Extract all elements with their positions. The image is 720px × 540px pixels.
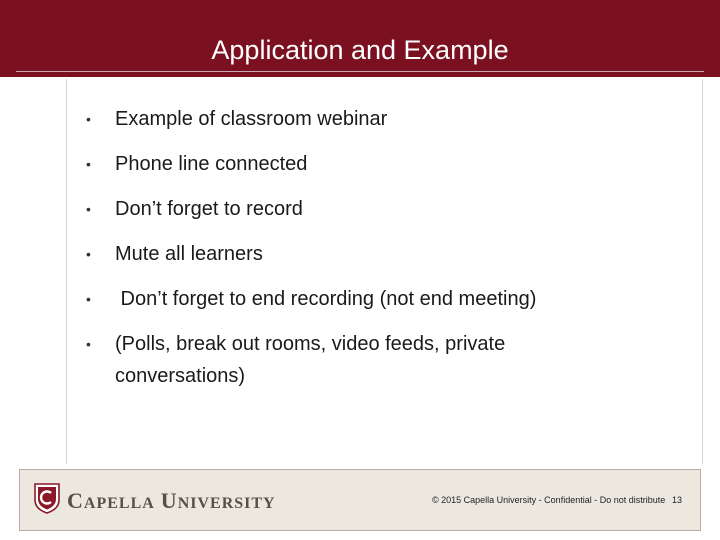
logo-initial: U bbox=[160, 488, 178, 513]
bullet-item-2 bbox=[86, 148, 686, 180]
logo-wordmark bbox=[67, 488, 276, 514]
bullet-text: Phone line connected bbox=[115, 153, 308, 175]
bullet-item-4 bbox=[86, 238, 686, 270]
bullet-item-3 bbox=[86, 193, 686, 225]
bullet-item-5 bbox=[86, 283, 686, 315]
logo-initial: C bbox=[67, 488, 84, 513]
bullet-dot-icon: • bbox=[86, 336, 91, 352]
bullet-item-1 bbox=[86, 103, 686, 135]
bullet-item-6 bbox=[86, 328, 555, 392]
logo-word-rest: APELLA bbox=[83, 495, 155, 512]
shield-logo-icon bbox=[34, 482, 60, 514]
bullet-text: Example of classroom webinar bbox=[115, 108, 388, 130]
bullet-dot-icon: • bbox=[86, 111, 91, 127]
bullet-text: (Polls, break out rooms, video feeds, private conversations) bbox=[115, 333, 506, 387]
title-divider bbox=[16, 71, 704, 72]
bullet-dot-icon: • bbox=[86, 291, 91, 307]
title-bar bbox=[0, 0, 720, 77]
bullet-dot-icon: • bbox=[86, 156, 91, 172]
footer-bar bbox=[19, 469, 701, 531]
bullet-text: Mute all learners bbox=[115, 243, 263, 265]
bullet-dot-icon: • bbox=[86, 246, 91, 262]
page-number: 13 bbox=[672, 495, 683, 505]
bullet-list bbox=[86, 103, 686, 405]
bullet-text: Don’t forget to record bbox=[115, 198, 303, 220]
bullet-dot-icon: • bbox=[86, 201, 91, 217]
copyright-notice: © 2015 Capella University - Confidential - Do not distribute bbox=[432, 495, 666, 505]
slide-title: Application and Example bbox=[211, 35, 509, 65]
logo-word-rest: NIVERSITY bbox=[177, 495, 276, 512]
bullet-text: Don’t forget to end recording (not end meeting) bbox=[115, 288, 537, 310]
